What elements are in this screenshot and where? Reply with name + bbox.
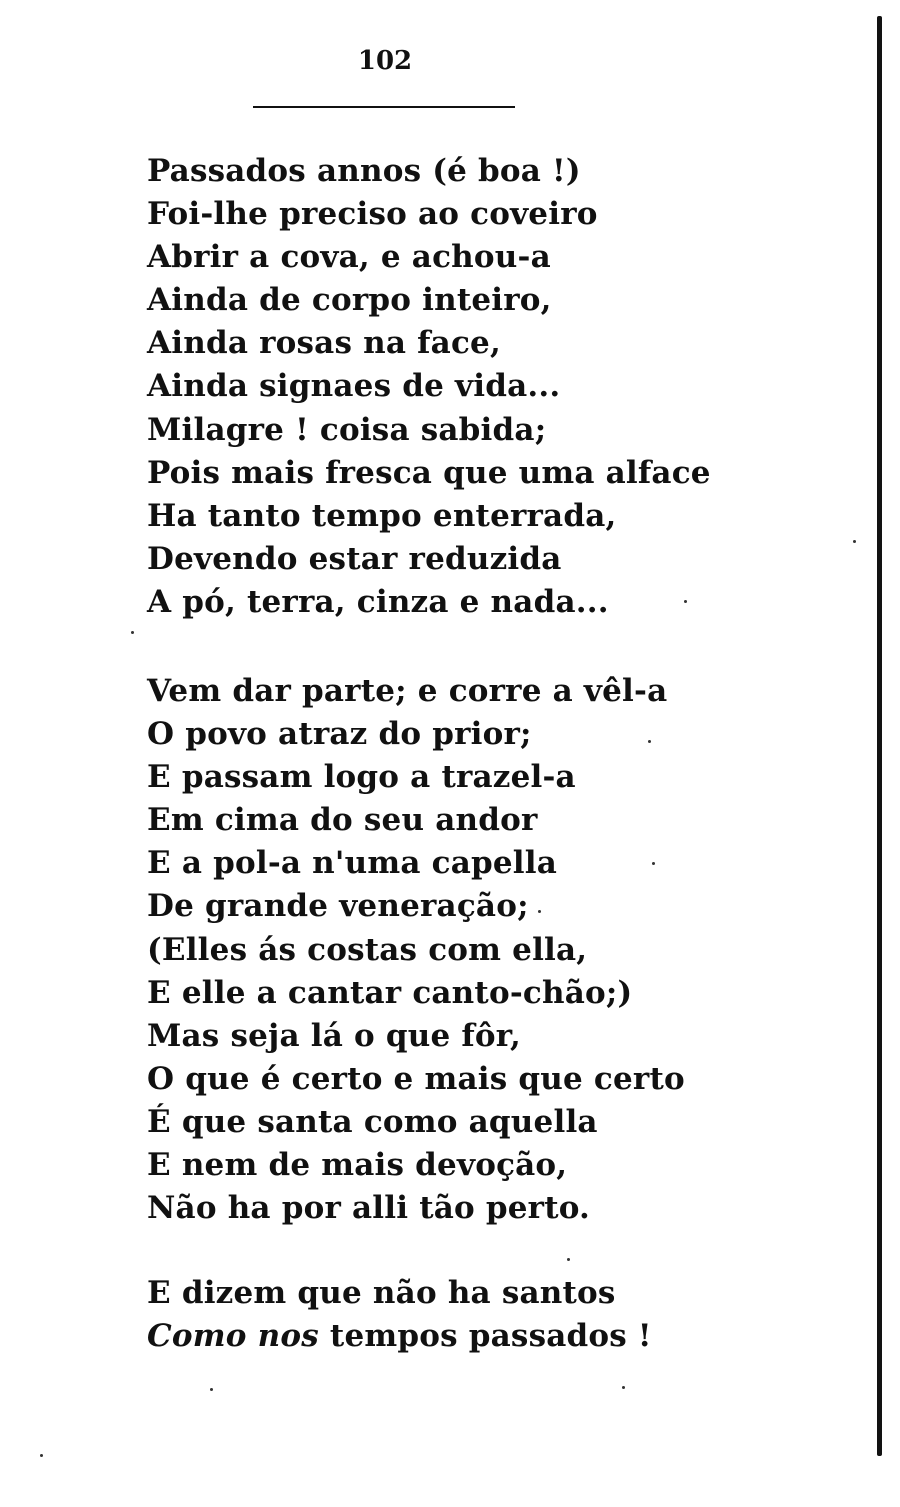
verse-line: Pois mais fresca que uma alface — [147, 454, 711, 491]
verse-line: (Elles ás costas com ella, — [147, 931, 588, 968]
verse-line: Passados annos (é boa !) — [147, 153, 581, 189]
page-number: 102 — [357, 46, 413, 76]
verse-line: De grande veneração; — [147, 888, 529, 925]
verse-line: A pó, terra, cinza e nada... — [147, 583, 609, 620]
header-rule — [253, 106, 515, 108]
verse-line: Foi-lhe preciso ao coveiro — [147, 196, 598, 233]
stanza-2 — [147, 670, 685, 1230]
stanza-3 — [147, 1272, 652, 1358]
italic-word: nos — [257, 1318, 319, 1355]
verse-line: Ainda de corpo inteiro, — [147, 282, 552, 319]
roman-words: tempos passados ! — [329, 1318, 652, 1355]
verse-line: Ainda rosas na face, — [147, 325, 501, 362]
binding-edge — [877, 16, 882, 1456]
paper-speck — [622, 1386, 625, 1389]
verse-line: E a pol-a n'uma capella — [147, 845, 558, 882]
verse-line: Mas seja lá o que fôr, — [147, 1017, 522, 1054]
paper-speck — [648, 740, 651, 743]
verse-line: E passam logo a trazel-a — [147, 759, 576, 796]
paper-speck — [684, 600, 687, 603]
paper-speck — [210, 1388, 213, 1391]
verse-line: O povo atraz do prior; — [147, 716, 532, 753]
verse-line: Vem dar parte; e corre a vêl-a — [147, 673, 668, 709]
verse-line: O que é certo e mais que certo — [147, 1060, 685, 1097]
italic-word: Como — [147, 1318, 247, 1355]
stanza-1 — [147, 150, 711, 624]
verse-line: É que santa como aquella — [147, 1103, 598, 1140]
verse-line: Abrir a cova, e achou-a — [147, 239, 551, 276]
verse-line-final — [147, 1315, 652, 1358]
paper-speck — [40, 1454, 43, 1457]
paper-speck — [538, 910, 541, 913]
paper-speck — [652, 862, 655, 865]
verse-line: Em cima do seu andor — [147, 802, 538, 839]
verse-line: Não ha por alli tão perto. — [147, 1190, 591, 1227]
verse-line: Ainda signaes de vida... — [147, 368, 561, 405]
verse-line: E nem de mais devoção, — [147, 1147, 568, 1184]
verse-line: Milagre ! coisa sabida; — [147, 411, 547, 448]
paper-speck — [853, 540, 856, 543]
verse-line: Devendo estar reduzida — [147, 540, 562, 577]
paper-speck — [567, 1258, 570, 1261]
verse-line: E elle a cantar canto-chão;) — [147, 974, 633, 1011]
paper-speck — [131, 631, 134, 634]
verse-line: Ha tanto tempo enterrada, — [147, 497, 617, 534]
verse-line: E dizem que não ha santos — [147, 1275, 616, 1311]
